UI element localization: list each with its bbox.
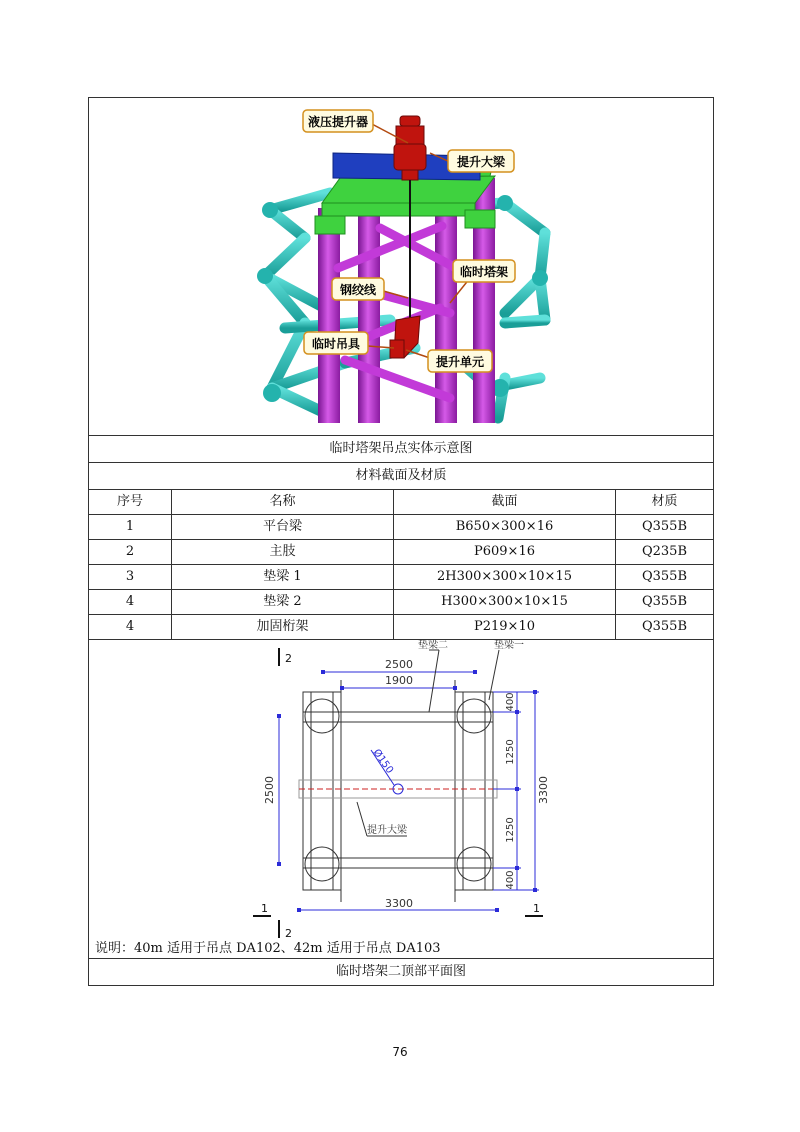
table-row	[89, 590, 714, 615]
cell-name: 垫梁 1	[172, 565, 394, 590]
plan-note: 说明：40m 适用于吊点 DA102、42m 适用于吊点 DA103	[95, 941, 441, 956]
dim-bottom: 3300	[385, 897, 413, 911]
cell-no: 3	[89, 565, 172, 590]
lift-beam-drawing	[299, 780, 497, 798]
plan-drawing-cell	[89, 640, 714, 959]
label-pad1: 垫梁一	[494, 640, 524, 652]
cell-material: Q355B	[616, 615, 714, 640]
section-mark-2-bottom: 2	[285, 927, 292, 941]
dimension-ticks	[277, 670, 537, 912]
cell-no: 1	[89, 515, 172, 540]
column-circle	[305, 847, 339, 881]
cell-no: 2	[89, 540, 172, 565]
top-platform-beam	[303, 712, 493, 722]
cell-section: H300×300×10×15	[394, 590, 616, 615]
hydraulic-lifter	[394, 116, 426, 180]
plan-caption: 临时塔架二顶部平面图	[89, 959, 714, 986]
dim-right-c: 1250	[505, 817, 516, 844]
label-strand: 钢绞线	[339, 283, 376, 297]
cell-section: P219×10	[394, 615, 616, 640]
cell-no: 4	[89, 615, 172, 640]
label-hydraulic: 液压提升器	[307, 115, 368, 129]
callout-hydraulic	[303, 110, 408, 143]
cell-no: 4	[89, 590, 172, 615]
cell-section: 2H300×300×10×15	[394, 565, 616, 590]
dim-left: 2500	[263, 776, 276, 805]
column-circle	[457, 699, 491, 733]
callout-unit	[406, 350, 492, 372]
label-lift-beam: 提升大梁	[367, 825, 407, 837]
cell-material: Q355B	[616, 565, 714, 590]
figure-3d-cell	[89, 98, 714, 436]
table-row	[89, 515, 714, 540]
dimension-lines	[279, 672, 539, 910]
section-mark-1-left: 1	[261, 902, 268, 916]
cell-name: 平台梁	[172, 515, 394, 540]
dim-top-outer: 2500	[385, 658, 413, 672]
label-diameter: Ø150	[370, 747, 396, 777]
dim-right-a: 400	[505, 692, 516, 712]
cell-material: Q355B	[616, 590, 714, 615]
table-row	[89, 565, 714, 590]
table-header-row	[89, 490, 714, 515]
page-number: 76	[392, 1045, 408, 1059]
header-no: 序号	[89, 490, 172, 515]
table-row	[89, 540, 714, 565]
figure-caption: 临时塔架吊点实体示意图	[89, 436, 714, 463]
label-beam: 提升大梁	[456, 155, 505, 169]
header-section: 截面	[394, 490, 616, 515]
label-unit: 提升单元	[435, 355, 484, 369]
section-mark-2-top: 2	[285, 652, 292, 666]
cell-name: 垫梁 2	[172, 590, 394, 615]
cell-material: Q355B	[616, 515, 714, 540]
bottom-platform-beam	[303, 858, 493, 868]
header-name: 名称	[172, 490, 394, 515]
cell-section: P609×16	[394, 540, 616, 565]
dim-right-b: 1250	[505, 739, 516, 766]
column-circle	[457, 847, 491, 881]
tower-3d-illustration	[90, 98, 713, 431]
cell-name: 主肢	[172, 540, 394, 565]
dim-top-inner: 1900	[385, 674, 413, 688]
document-table	[88, 97, 714, 986]
header-material: 材质	[616, 490, 714, 515]
cell-name: 加固桁架	[172, 615, 394, 640]
dim-right-d: 400	[505, 870, 516, 890]
label-sling: 临时吊具	[311, 337, 360, 351]
cell-material: Q235B	[616, 540, 714, 565]
dim-right-total: 3300	[537, 776, 550, 805]
table-title: 材料截面及材质	[89, 463, 714, 490]
column-circle	[305, 699, 339, 733]
label-tower: 临时塔架	[459, 265, 508, 279]
plan-drawing	[89, 640, 712, 940]
label-pad2: 垫梁二	[418, 640, 448, 652]
table-row	[89, 615, 714, 640]
section-mark-1-right: 1	[533, 902, 540, 916]
cell-section: B650×300×16	[394, 515, 616, 540]
